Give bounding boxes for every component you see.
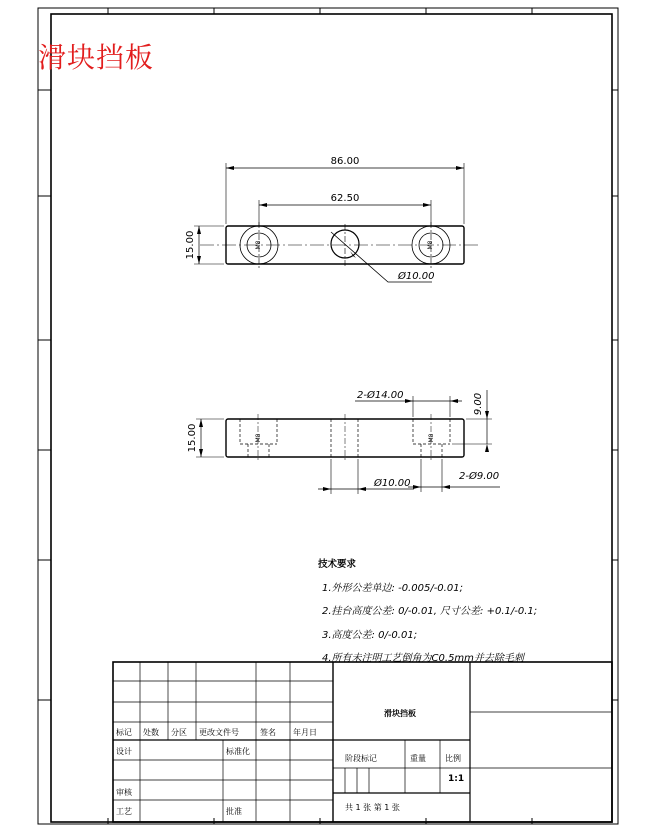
tb-part-name: 滑块挡板 <box>384 709 416 718</box>
tb-stage-mark: 阶段标记 <box>345 754 377 763</box>
dim-height-front: 15.00 <box>185 230 196 260</box>
title-block <box>113 662 612 822</box>
dim-counterbore-depth: 9.00 <box>473 392 484 416</box>
side-view <box>196 390 500 494</box>
zone-ticks <box>38 8 618 824</box>
tb-standardize: 标准化 <box>226 747 250 756</box>
tb-approve: 批准 <box>226 807 242 816</box>
dim-center-hole: Ø10.00 <box>398 271 435 282</box>
dim-center-hole-side: Ø10.00 <box>374 478 411 489</box>
note-item: 4.所有未注明工艺倒角为C0.5mm并去除毛刺 <box>322 653 524 664</box>
inner-border <box>51 14 612 822</box>
side-hole-label-left: M8 <box>255 433 262 443</box>
tb-change-doc: 更改文件号 <box>199 728 239 737</box>
note-item: 1.外形公差单边: -0.005/-0.01; <box>322 582 463 594</box>
tb-design: 设计 <box>116 747 132 756</box>
note-item: 2.挂台高度公差: 0/-0.01, 尺寸公差: +0.1/-0.1; <box>322 606 538 617</box>
tb-signature: 签名 <box>260 728 276 737</box>
dim-through-hole: 2-Ø9.00 <box>459 471 500 482</box>
technical-notes <box>318 553 537 671</box>
tb-mark: 标记 <box>116 728 132 737</box>
tb-zone: 分区 <box>171 728 187 737</box>
drawing-title: 滑块挡板 <box>38 41 155 74</box>
side-view-arrows <box>199 399 489 491</box>
side-hole-label-right: M8 <box>428 433 435 443</box>
notes-heading: 技术要求 <box>318 559 357 570</box>
dim-overall-length: 86.00 <box>330 156 360 167</box>
tb-process: 工艺 <box>116 807 132 816</box>
dim-counterbore: 2-Ø14.00 <box>357 390 404 401</box>
tb-scale-value: 1:1 <box>448 774 465 784</box>
tb-review: 审核 <box>116 788 132 797</box>
hole-label-right: M8 <box>427 240 434 250</box>
dim-height-side: 15.00 <box>187 423 198 453</box>
tb-date: 年月日 <box>293 728 317 737</box>
note-item: 3.高度公差: 0/-0.01; <box>322 629 418 641</box>
front-view-arrows <box>197 166 464 264</box>
tb-scale-label: 比例 <box>445 754 461 763</box>
tb-count: 处数 <box>143 728 159 737</box>
outer-border <box>38 8 618 824</box>
hole-label-left: M8 <box>255 240 262 250</box>
tb-weight: 重量 <box>410 754 426 763</box>
dim-hole-spacing: 62.50 <box>330 193 360 204</box>
tb-sheets: 共 1 张 第 1 张 <box>345 803 400 812</box>
front-view <box>194 163 480 282</box>
